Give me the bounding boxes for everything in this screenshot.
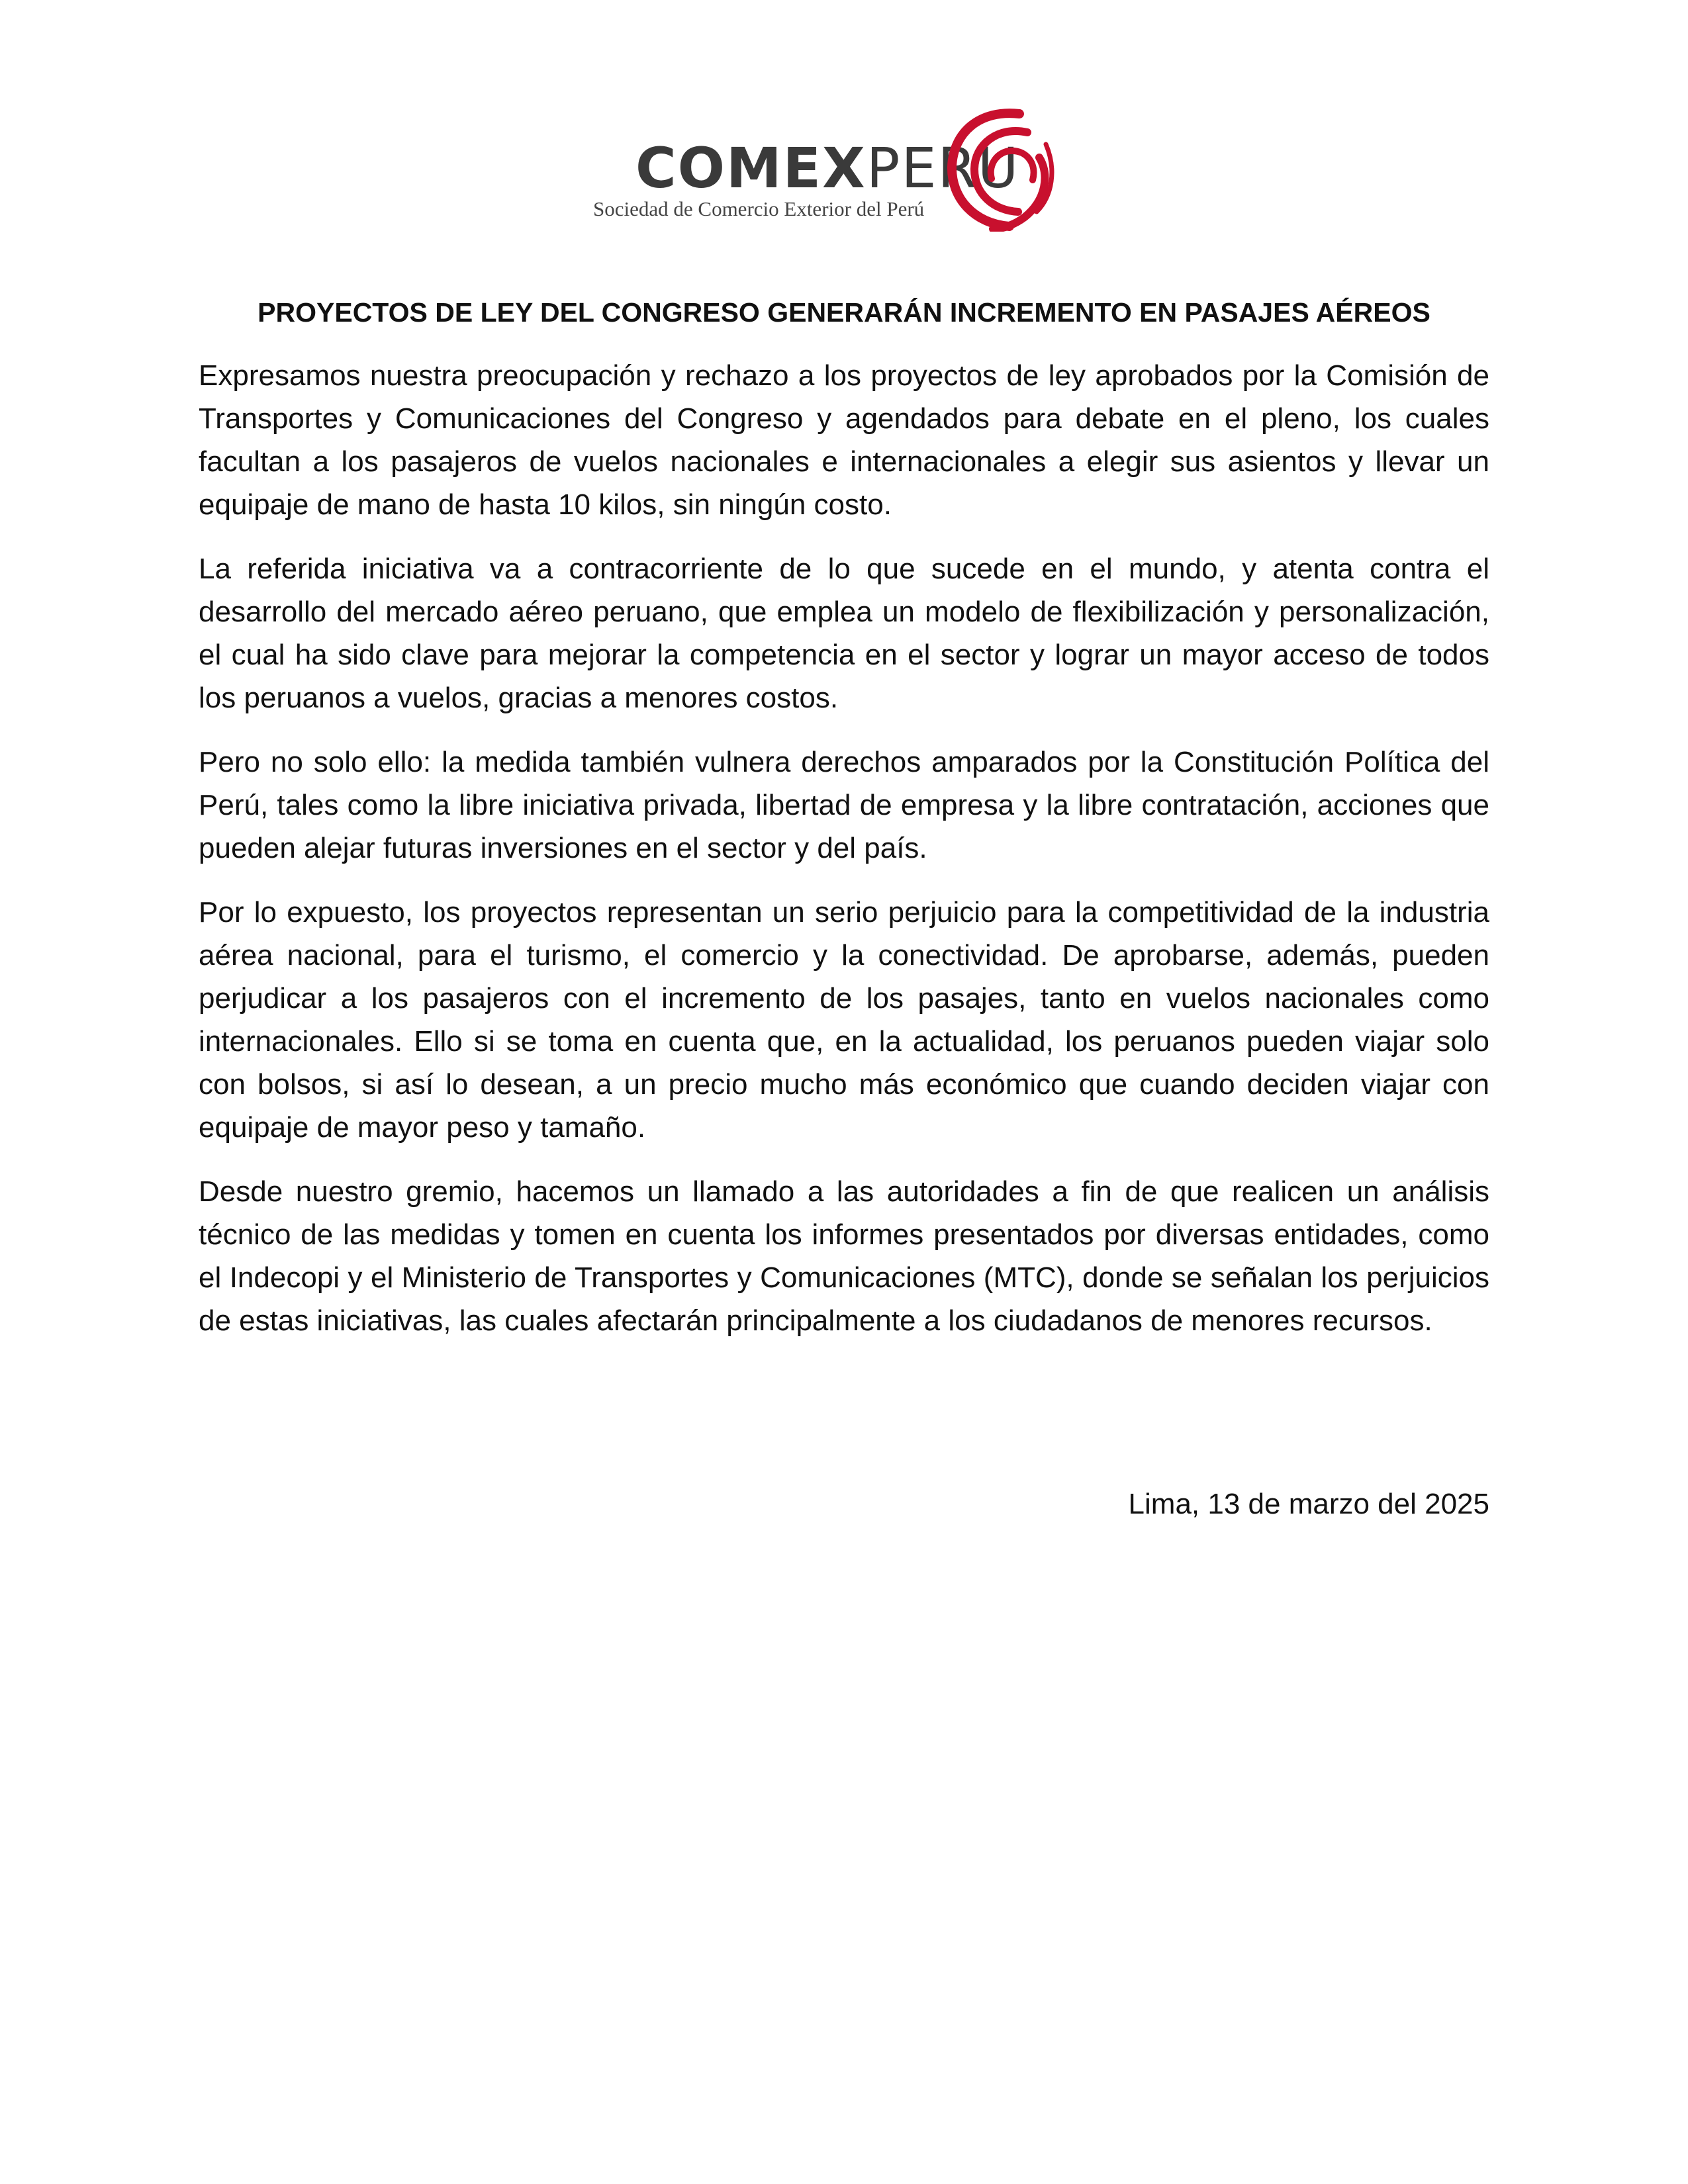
document-title: PROYECTOS DE LEY DEL CONGRESO GENERARÁN INCREMENTO EN PASAJES AÉREOS	[258, 297, 1430, 328]
logo-tagline: Sociedad de Comercio Exterior del Perú	[593, 197, 925, 220]
place-date: Lima, 13 de marzo del 2025	[1128, 1488, 1489, 1520]
body-paragraph-2: La referida iniciativa va a contracorriente de lo que sucede en el mundo, y atenta contra el desarrollo del mercado aéreo peruano, que emplea un modelo de flexibilización y personalización, el cual ha sido clave para mejorar la competencia en el sector y lograr un mayor acceso de todos los peruanos a vuelos, gracias a menores costos.	[199, 553, 1489, 714]
logo-word-bold: COMEX	[635, 136, 867, 201]
comexperu-logo	[589, 106, 1053, 232]
body-paragraph-4: Por lo expuesto, los proyectos representan un serio perjuicio para la competitividad de la industria aérea nacional, para el turismo, el comercio y la conectividad. De aprobarse, además, pueden perjudicar a los pasajeros con el incremento de los pasajes, tanto en vuelos nacionales como internacionales. Ello si se toma en cuenta que, en la actualidad, los peruanos pueden viajar solo con bolsos, si así lo desean, a un precio mucho más económico que cuando deciden viajar con equipaje de mayor peso y tamaño.	[199, 896, 1489, 1144]
comexperu-swirl-icon	[940, 106, 1056, 232]
document-body	[199, 354, 1489, 1363]
body-paragraph-1: Expresamos nuestra preocupación y rechazo a los proyectos de ley aprobados por la Comisión de Transportes y Comunicaciones del Congreso y agendados para debate en el pleno, los cuales facultan a los pasajeros de vuelos nacionales e internacionales a elegir sus asientos y llevar un equipaje de mano de hasta 10 kilos, sin ningún costo.	[199, 359, 1489, 521]
logo-word-light: PERU	[866, 136, 1020, 201]
body-paragraph-5: Desde nuestro gremio, hacemos un llamado a las autoridades a fin de que realicen un análisis técnico de las medidas y tomen en cuenta los informes presentados por diversas entidades, como el Indecopi y el Ministerio de Transportes y Comunicaciones (MTC), donde se señalan los perjuicios de estas iniciativas, las cuales afectarán principalmente a los ciudadanos de menores recursos.	[199, 1175, 1489, 1337]
body-paragraph-3: Pero no solo ello: la medida también vulnera derechos amparados por la Constitución Política del Perú, tales como la libre iniciativa privada, libertad de empresa y la libre contratación, acciones que pueden alejar futuras inversiones en el sector y del país.	[199, 746, 1489, 864]
